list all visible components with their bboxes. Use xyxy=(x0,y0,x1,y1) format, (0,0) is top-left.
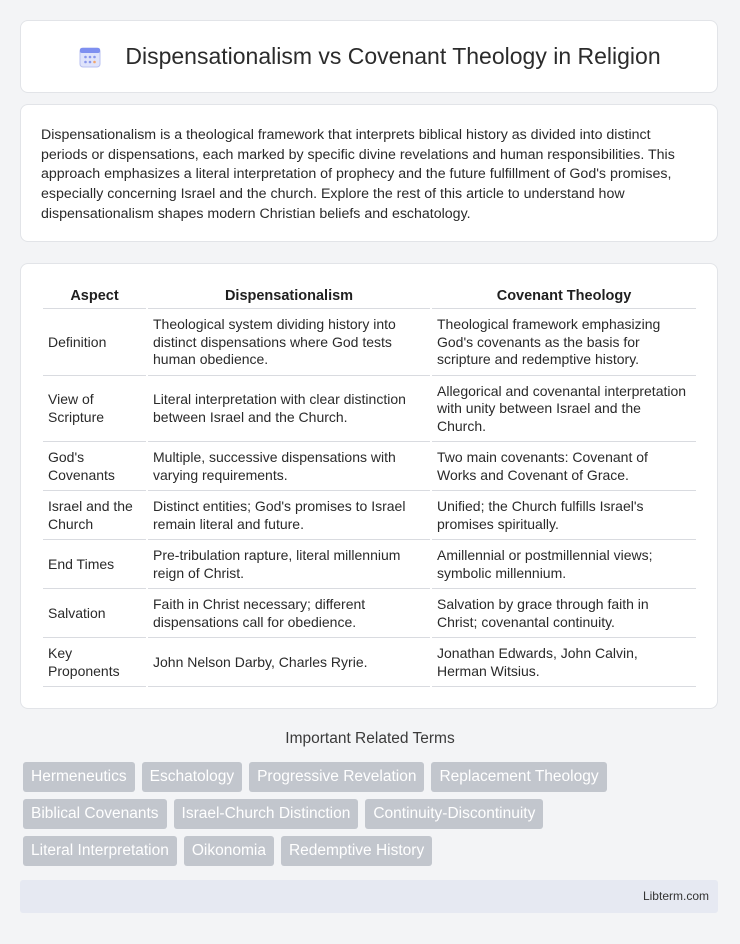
footer-site-link[interactable]: Libterm.com xyxy=(642,889,709,903)
header-dispensationalism: Dispensationalism xyxy=(148,284,430,309)
covenant-cell: Theological framework emphasizing God's covenants as the basis for scripture and redemptive history. xyxy=(432,309,696,376)
dispensationalism-cell: Multiple, successive dispensations with varying requirements. xyxy=(148,442,430,491)
dispensationalism-cell: Faith in Christ necessary; different dispensations call for obedience. xyxy=(148,589,430,638)
tag-continuity-discontinuity[interactable]: Continuity-Discontinuity xyxy=(365,799,543,829)
dispensationalism-cell: John Nelson Darby, Charles Ryrie. xyxy=(148,638,430,687)
comparison-card xyxy=(20,263,718,709)
tag-oikonomia[interactable]: Oikonomia xyxy=(184,836,274,866)
aspect-cell: God's Covenants xyxy=(43,442,146,491)
aspect-cell: View of Scripture xyxy=(43,376,146,443)
intro-paragraph: Dispensationalism is a theological framework that interprets biblical history as divided into distinct periods or dispensations, each marked by specific divine revelations and human responsibilities. This approach emphasizes a literal interpretation of prophecy and the future fulfillment of God's promises, especially concerning Israel and the church. Explore the rest of this article to understand how dispensationalism shapes modern Christian beliefs and eschatology. xyxy=(41,127,675,222)
page-title: Dispensationalism vs Covenant Theology in Religion xyxy=(125,43,661,69)
tag-eschatology[interactable]: Eschatology xyxy=(142,762,242,792)
tag-replacement-theology[interactable]: Replacement Theology xyxy=(431,762,606,792)
tag-row xyxy=(23,762,723,792)
table-row xyxy=(43,540,696,589)
aspect-cell: End Times xyxy=(43,540,146,589)
aspect-cell: Key Proponents xyxy=(43,638,146,687)
tag-israel-church-distinction[interactable]: Israel-Church Distinction xyxy=(174,799,359,829)
covenant-cell: Jonathan Edwards, John Calvin, Herman Witsius. xyxy=(432,638,696,687)
table-row xyxy=(43,442,696,491)
covenant-cell: Unified; the Church fulfills Israel's promises spiritually. xyxy=(432,491,696,540)
dispensationalism-cell: Literal interpretation with clear distinction between Israel and the Church. xyxy=(148,376,430,443)
covenant-cell: Amillennial or postmillennial views; symbolic millennium. xyxy=(432,540,696,589)
tag-row xyxy=(23,799,723,829)
covenant-cell: Two main covenants: Covenant of Works and Covenant of Grace. xyxy=(432,442,696,491)
title-card xyxy=(20,20,718,93)
tag-redemptive-history[interactable]: Redemptive History xyxy=(281,836,432,866)
tag-hermeneutics[interactable]: Hermeneutics xyxy=(23,762,135,792)
table-header-row xyxy=(43,284,696,309)
related-terms xyxy=(23,762,723,873)
tag-row xyxy=(23,836,723,866)
related-terms-heading: Important Related Terms xyxy=(285,730,455,747)
table-row xyxy=(43,638,696,687)
header-aspect: Aspect xyxy=(43,284,146,309)
header-covenant-theology: Covenant Theology xyxy=(432,284,696,309)
covenant-cell: Allegorical and covenantal interpretation with unity between Israel and the Church. xyxy=(432,376,696,443)
calendar-icon xyxy=(77,44,103,70)
covenant-cell: Salvation by grace through faith in Christ; covenantal continuity. xyxy=(432,589,696,638)
table-row xyxy=(43,589,696,638)
comparison-table xyxy=(41,284,698,687)
tag-literal-interpretation[interactable]: Literal Interpretation xyxy=(23,836,177,866)
table-row xyxy=(43,491,696,540)
footer xyxy=(20,880,718,913)
dispensationalism-cell: Theological system dividing history into distinct dispensations where God tests human obedience. xyxy=(148,309,430,376)
tag-biblical-covenants[interactable]: Biblical Covenants xyxy=(23,799,167,829)
aspect-cell: Israel and the Church xyxy=(43,491,146,540)
table-row xyxy=(43,309,696,376)
tag-progressive-revelation[interactable]: Progressive Revelation xyxy=(249,762,424,792)
aspect-cell: Definition xyxy=(43,309,146,376)
dispensationalism-cell: Distinct entities; God's promises to Israel remain literal and future. xyxy=(148,491,430,540)
aspect-cell: Salvation xyxy=(43,589,146,638)
dispensationalism-cell: Pre-tribulation rapture, literal millennium reign of Christ. xyxy=(148,540,430,589)
intro-card xyxy=(20,104,718,242)
table-row xyxy=(43,376,696,443)
